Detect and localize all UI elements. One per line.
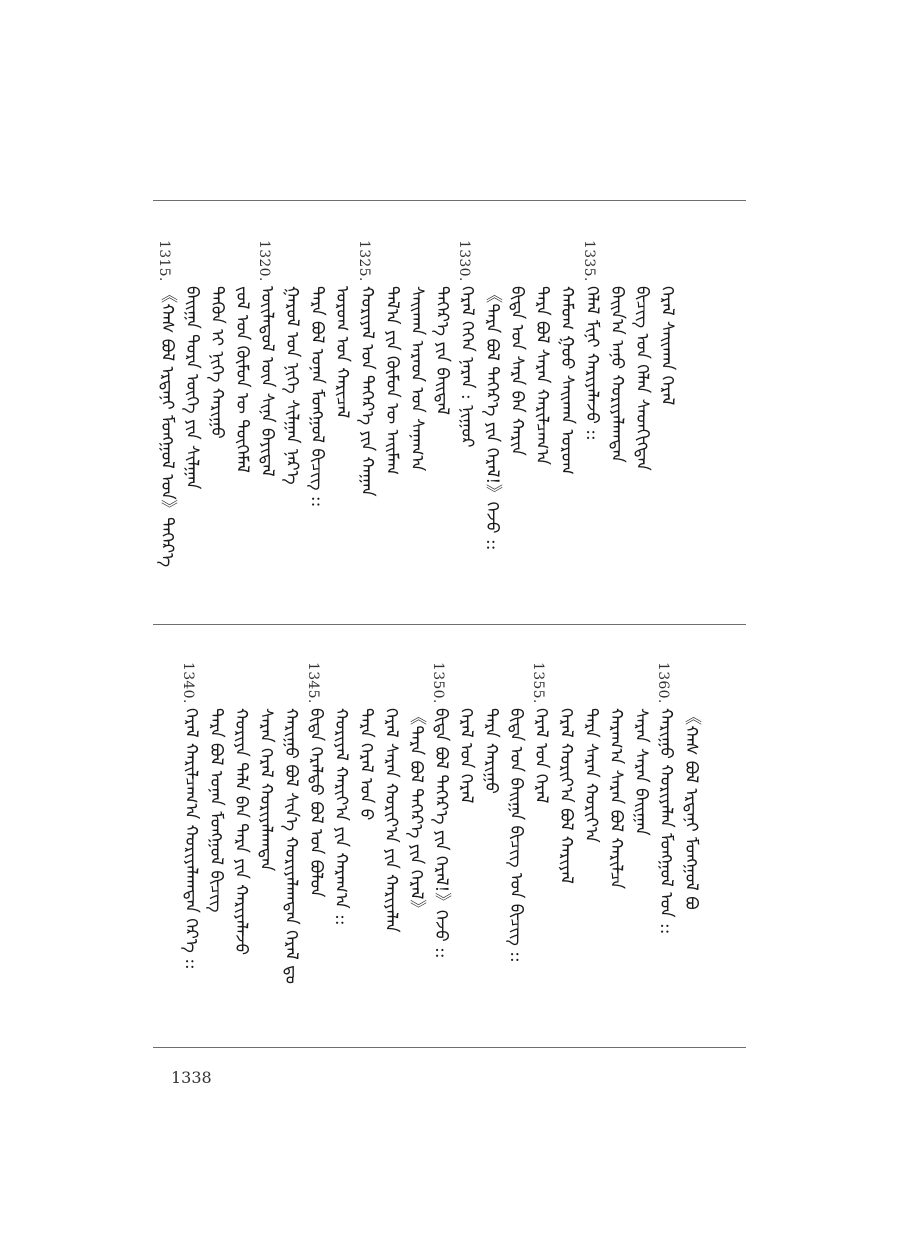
verse-line: ᠭᠠᠷᠤᠯ ᠤᠨ ᠨᠢᠭᠡ ᠰᠢᠯᠭᠠᠨ ᠨᠡᠷ᠎ᠡ [282, 286, 302, 485]
verse-line: ᠬᠣᠷᠢᠶᠠᠯ ᠤᠨ ᠳᠡᠭᠡᠷ᠎ᠡ ᠶᠢᠨ ᠬᠠᠭᠠᠨ [357, 286, 377, 497]
verse-line: ᠬᠣᠷᠢᠶᠠ ᠳᠠᠯᠠ ᠪᠠᠨ ᠲᠡᠷᠡ ᠶᠢᠨ ᠬᠠᠷᠢᠶᠠᠯᠠᠵᠤ [231, 708, 251, 956]
verse-line: ᠬᠣᠷᠢᠶᠠᠯ ᠬᠠᠷᠢᠶ᠎ᠠ ᠶᠢᠨ ᠬᠠᠷᠠᠭ᠎ᠠ :: [331, 708, 351, 926]
verse-line: ᠬᠠᠷᠢᠭᠤ ᠬᠣᠷᠢᠶᠠᠯᠠᠨ ᠮᠣᠩᠭᠣᠯ ᠤᠨ :: [656, 708, 676, 935]
verse-line: ᠵᠤᠯ ᠤᠨ ᠬᠦᠮᠦᠨ ᠦ ᠲᠦᠭᠡᠮᠡᠯ [232, 286, 252, 473]
page-number: 1338 [171, 1068, 212, 1087]
verse-line: ᠰᠠᠷᠠᠨ ᠰᠠᠷᠠᠨ ᠪᠠᠢ᠌ᠭᠠᠨ [631, 708, 651, 836]
verse-line: ᠭᠡᠷᠡᠯ ᠰᠠᠢ᠌ᠬᠠᠨ ᠭᠡᠷᠡᠯ [657, 286, 677, 406]
verse-line: ᠦᠢᠯᠡᠳᠦᠯ ᠦᠨ ᠰᠢᠨᠡ ᠪᠠᠶᠢᠳᠠᠯ [257, 286, 277, 477]
verse-line: ᠲᠡᠷᠡ ᠪᠣᠯ ᠤᠨᠠᠨ ᠮᠣᠩᠭᠣᠯ ᠪᠢᠴᠢᠭ [206, 708, 226, 913]
verse-line: ᠭᠡᠷᠡᠯ ᠬᠠᠷᠢᠯᠴᠠᠭ᠎ᠠ ᠬᠣᠷᠢᠶᠠᠯᠠᠭᠳᠠᠨ ᠭᠡᠷ᠎ᠡ :: [181, 708, 201, 970]
verse-line: ᠭᠡᠷᠡᠯ ᠭᠡᠭᠡᠨ ᠨᠠᠷᠠᠨ : ᠨᠢᠭᠤᠷ [457, 286, 477, 448]
verse-line: ᠭᠡᠷᠡᠯ ᠬᠣᠷᠢᠶ᠎ᠠ ᠪᠣᠯ ᠬᠠᠷᠢᠶᠠᠯ [556, 708, 576, 884]
verse-line: ᠬᠠᠷᠢᠭᠤ ᠪᠣᠯ ᠰᠢᠨ᠎ᠡ ᠬᠣᠷᠢᠶᠠᠯᠠᠭᠳᠠᠨ ᠭᠡᠷᠡᠯ ᠳᠤ [281, 708, 301, 985]
verse-line: ᠲᠡᠷᠡ ᠭᠡᠷᠡᠯ ᠤᠨ ᠪ [356, 708, 376, 821]
verse-line: ᠲᠡᠷᠡ ᠪᠣᠯ ᠤᠨᠠᠨ ᠮᠣᠩᠭᠣᠯ ᠪᠢᠴᠢᠭ :: [307, 286, 327, 508]
verse-line: 《ᠲᠡᠷᠡ ᠪᠣᠯ ᠳᠡᠭᠡᠷ᠎ᠡ ᠶᠢᠨ ᠭᠡᠷᠡᠯ》 [406, 708, 426, 917]
line-number: 1360. [655, 662, 671, 704]
line-number: 1345. [305, 662, 321, 704]
verse-line: ᠲᠡᠷᠡ ᠰᠠᠷᠠᠨ ᠬᠣᠷᠢᠶ᠎ᠠ [581, 708, 601, 843]
line-number: 1335. [581, 240, 597, 282]
verse-line: ᠭᠡᠷᠡᠯ ᠤᠨ ᠭᠡᠷᠡᠯ [456, 708, 476, 804]
verse-line: 《ᠬᠠᠰ ᠪᠣᠯ ᠡᠷᠳᠡᠨᠢ ᠮᠣᠩᠭᠣᠯ ᠤᠨ》ᠳᠡᠭᠡᠷ᠎ᠡ [157, 286, 177, 568]
line-number: 1320. [256, 240, 272, 282]
line-number: 1330. [456, 240, 472, 282]
verse-line: ᠰᠠᠷᠠᠨ ᠭᠡᠷᠡᠯ ᠬᠣᠷᠢᠶᠠᠯᠠᠭᠳᠠᠨ [256, 708, 276, 872]
verse-line: ᠲᠡᠭᠦᠨ ᠢ ᠨᠢᠭᠡ ᠬᠠᠷᠢᠭᠤ [207, 286, 227, 439]
verse-line: ᠬᠡᠯᠡᠯ ᠮᠢᠨᠢ ᠬᠠᠷᠢᠶᠠᠯᠠᠵᠤ :: [582, 286, 602, 441]
line-number: 1325. [356, 240, 372, 282]
verse-line: ᠲᠠᠯ᠎ᠠ ᠶᠢᠨ ᠬᠦᠮᠦᠨ ᠦ ᠠᠢ᠌ᠮᠠᠭ [382, 286, 402, 475]
verse-line: ᠭᠡᠷᠡᠯ ᠰᠠᠷᠠᠨ ᠬᠣᠷᠢᠶ᠎ᠠ ᠶᠢᠨ ᠬᠠᠷᠢᠶᠠᠯᠠᠨ [381, 708, 401, 933]
verse-line: ᠪᠢᠴᠢᠭ ᠤᠨ ᠬᠡᠯᠡᠨ ᠰᠡᠳᠬᠢᠭᠳᠡᠨ [632, 286, 652, 471]
verse-line: ᠰᠠᠢ᠌ᠬᠠᠨ ᠠᠷᠠᠳ ᠤᠨ ᠰᠠᠨᠠᠭ᠎ᠠ [407, 286, 427, 472]
verse-block-top [156, 240, 736, 610]
line-number: 1315. [156, 240, 172, 282]
verse-line: 《ᠲᠡᠷᠡ ᠪᠣᠯ ᠳᠡᠭᠡᠷ᠎ᠡ ᠶᠢᠨ ᠭᠡᠷᠡᠯ!》ᠭᠡᠵᠦ :: [482, 286, 502, 551]
verse-line: ᠪᠢᠳᠡ ᠤᠨ ᠪᠠᠢ᠌ᠭᠠ ᠪᠢᠴᠢᠭ ᠤᠨ ᠪᠢᠴᠢᠭ :: [506, 708, 526, 963]
verse-line: ᠪᠠᠢ᠌ᠭᠠ ᠲᠤᠷᠠ ᠦᠭᠡ ᠶᠢᠨ ᠰᠢᠯᠭᠠᠨ [182, 286, 202, 490]
middle-rule [153, 624, 746, 625]
verse-line: ᠳᠡᠭᠡᠷ᠎ᠡ ᠶᠢᠨ ᠪᠠᠢ᠌ᠳᠠᠯ [432, 286, 452, 415]
line-number: 1340. [180, 662, 196, 704]
line-number: 1355. [530, 662, 546, 704]
verse-line: ᠪᠢᠳᠡ ᠪᠣᠯ ᠳᠡᠭᠡᠷ᠎ᠡ ᠶᠢᠨ ᠭᠡᠷᠡᠯ!》ᠭᠡᠵᠦ :: [431, 708, 451, 959]
verse-line: ᠪᠢᠳᠡ ᠤᠨ ᠰᠠᠷᠠ ᠪᠠᠨ ᠬᠠᠷᠢᠨ [507, 286, 527, 456]
top-rule [153, 200, 746, 201]
verse-block-bottom [180, 662, 736, 1032]
verse-line: ᠲᠡᠷᠡ ᠪᠣᠯ ᠰᠠᠷᠠᠨ ᠬᠠᠷᠢᠯᠴᠠᠭ᠎ᠠ [532, 286, 552, 466]
verse-line: ᠲᠡᠷᠡ ᠬᠠᠷᠢᠭᠤ [481, 708, 501, 794]
verse-line: ᠭᠡᠷᠡᠯ ᠤᠨ ᠭᠡᠷᠡᠯ [531, 708, 551, 804]
verse-line: ᠪᠠᠢ᠌ᠨ᠎ᠠ ᠠᠨᠤ ᠬᠣᠷᠢᠶᠠᠯᠠᠭᠳᠠᠨ [607, 286, 627, 463]
bottom-rule [153, 1047, 746, 1048]
verse-line: ᠬᠠᠮᠤᠭ ᠭᠣᠣ ᠰᠠᠢ᠌ᠬᠠᠨ ᠤᠷᠤᠭ [557, 286, 577, 475]
line-number: 1350. [430, 662, 446, 704]
verse-line: ᠬᠠᠷᠠᠭ᠎ᠠ ᠰᠠᠷᠠᠨ ᠪᠣᠯ ᠬᠠᠷᠢᠯᠴᠠ [606, 708, 626, 890]
verse-line: 《ᠬᠠᠰ ᠪᠣᠯ ᠡᠷᠳᠡᠨᠢ ᠮᠣᠩᠭᠣᠯ ᠪᠣ [681, 708, 701, 910]
verse-line: ᠤᠷᠤᠭ ᠤᠨ ᠬᠠᠷᠢᠴᠠᠯ [332, 286, 352, 419]
verse-line: ᠪᠢᠳᠡ ᠭᠡᠷᠡᠯᠲᠦ ᠪᠣᠯ ᠤᠨ ᠪᠣᠯᠤᠨ [306, 708, 326, 898]
